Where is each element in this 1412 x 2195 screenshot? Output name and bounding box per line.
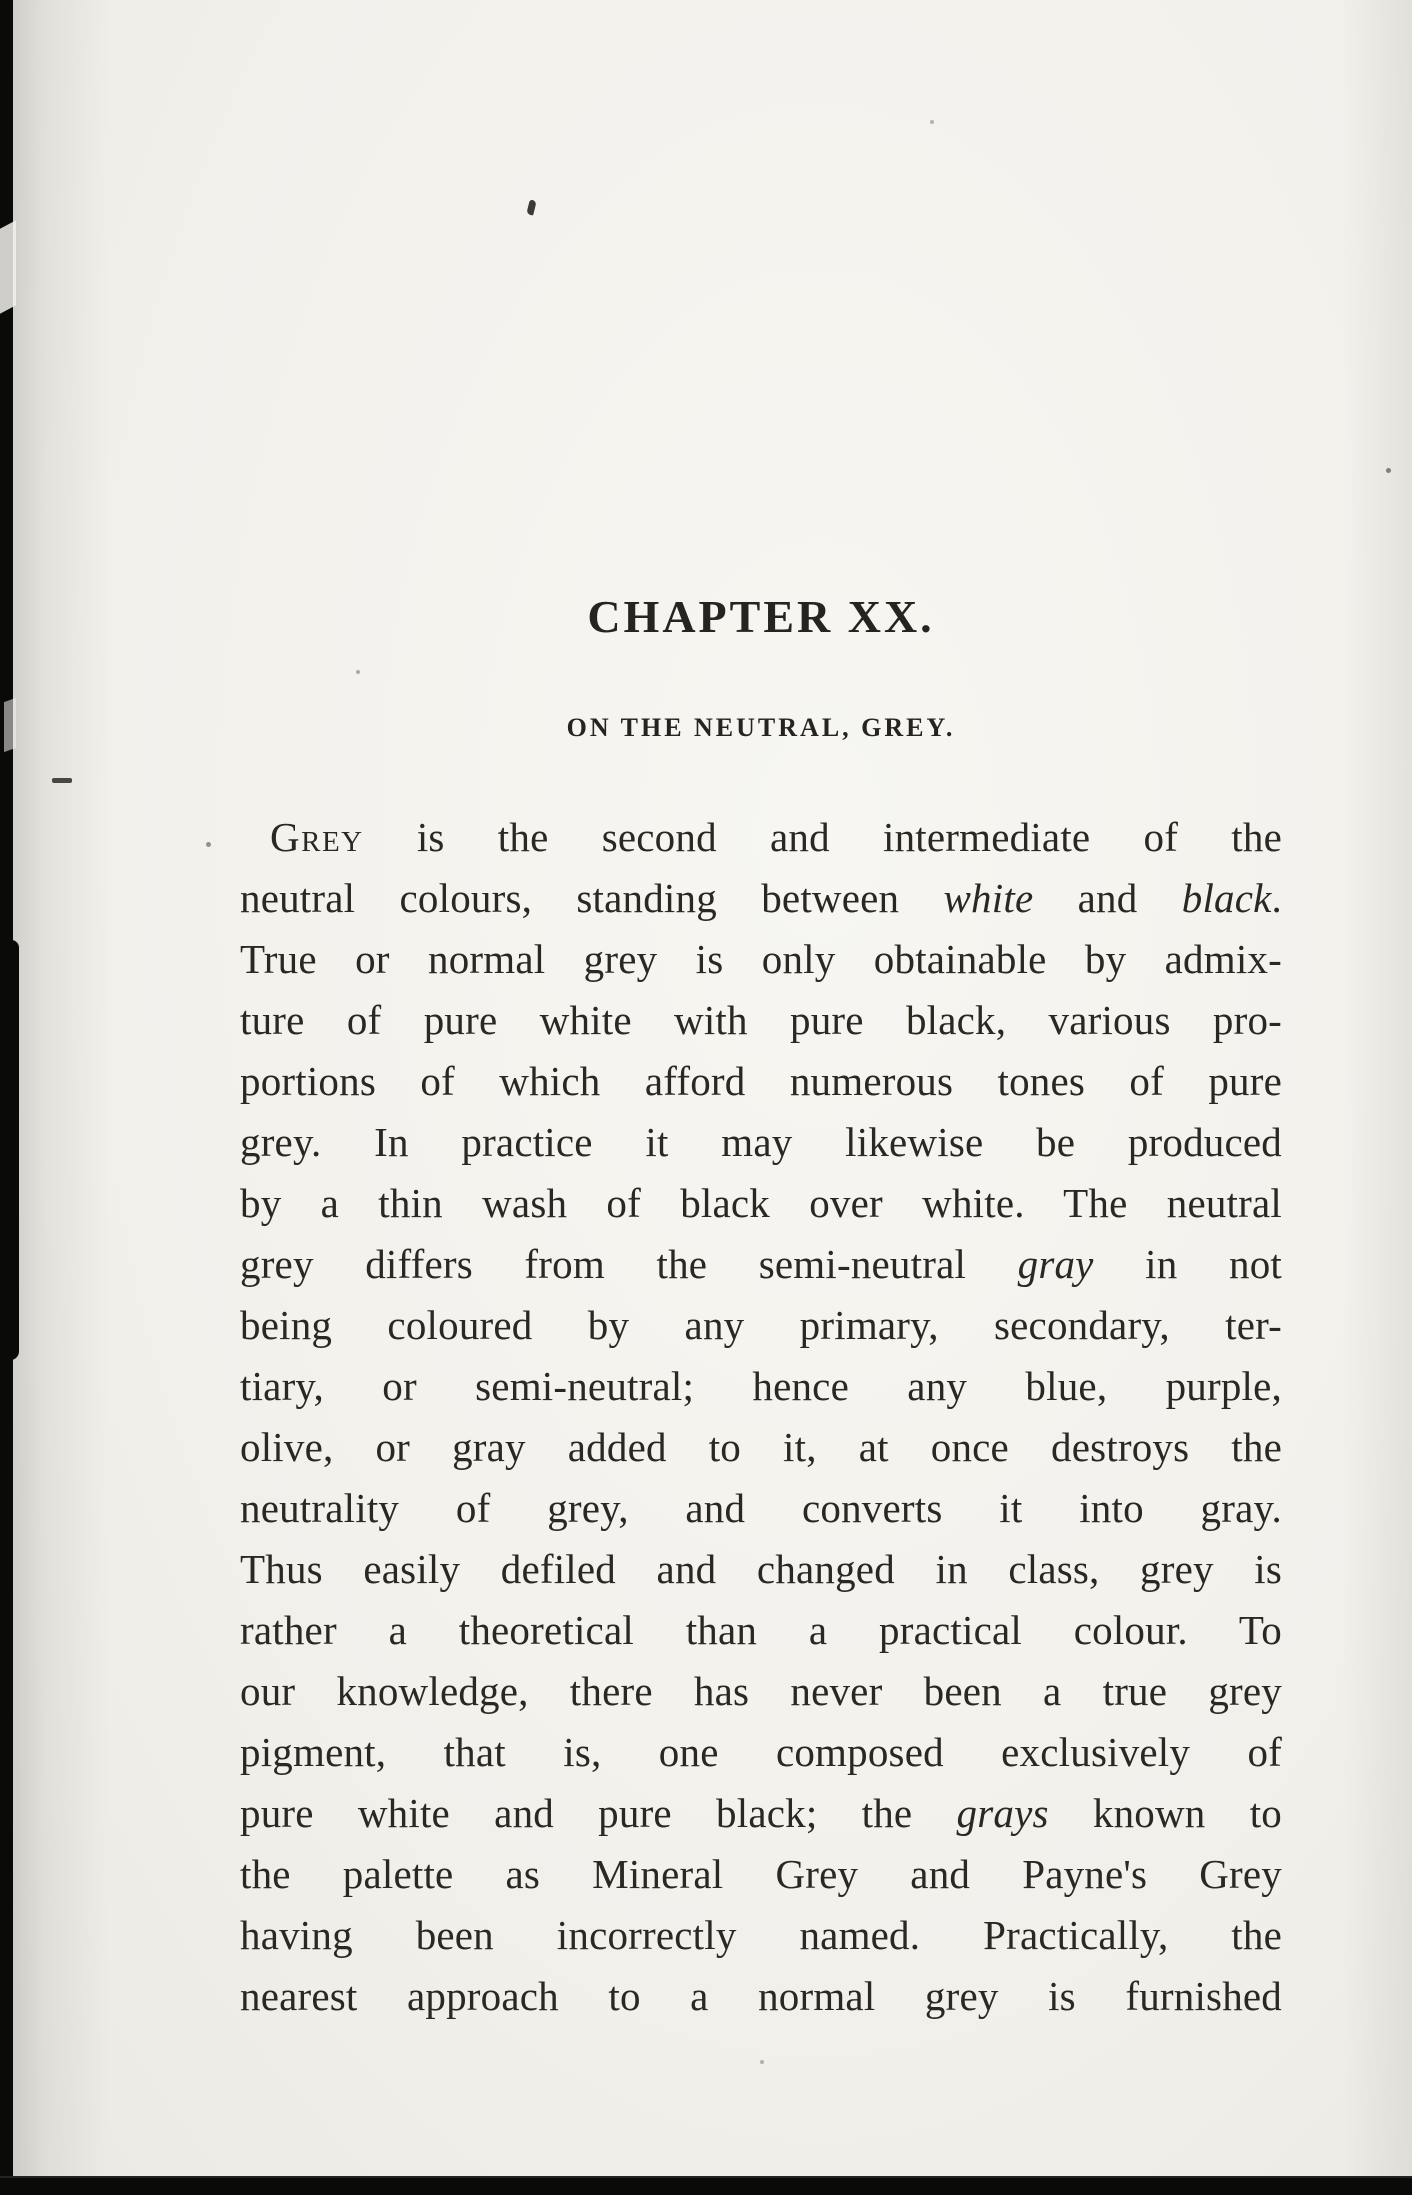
body-line-segment: rather a theoretical than a practical colour. To	[240, 1607, 1282, 1653]
body-line	[240, 1051, 1282, 1112]
body-line-segment: is the second and intermediate of the	[363, 814, 1282, 860]
body-line-segment: black	[1181, 875, 1272, 921]
body-line-segment: grey differs from the semi-neutral	[240, 1241, 1018, 1287]
body-text	[240, 807, 1282, 2027]
chapter-heading: CHAPTER XX.	[587, 591, 935, 642]
body-line	[240, 1722, 1282, 1783]
section-heading: ON THE NEUTRAL, GREY.	[566, 713, 956, 742]
body-line-segment: nearest approach to a normal grey is furnished	[240, 1973, 1282, 2019]
ink-speck	[760, 2060, 764, 2064]
body-line	[240, 1661, 1282, 1722]
body-line-segment: tiary, or semi-neutral; hence any blue, purple,	[240, 1363, 1282, 1409]
body-line	[240, 1539, 1282, 1600]
body-line	[240, 1234, 1282, 1295]
body-line-segment: grays	[956, 1790, 1049, 1836]
body-line-segment: pigment, that is, one composed exclusively of	[240, 1729, 1282, 1775]
scan-edge-notch	[4, 698, 16, 752]
body-line	[240, 868, 1282, 929]
body-line-segment: the palette as Mineral Grey and Payne's Grey	[240, 1851, 1282, 1897]
body-line-segment: white	[943, 875, 1034, 921]
body-line	[240, 990, 1282, 1051]
body-line	[240, 1783, 1282, 1844]
body-line-segment: being coloured by any primary, secondary, ter-	[240, 1302, 1282, 1348]
body-line-segment: in not	[1093, 1241, 1282, 1287]
margin-dash-artifact	[52, 778, 72, 783]
body-line-segment: by a thin wash of black over white. The neutral	[240, 1180, 1282, 1226]
body-line-segment: True or normal grey is only obtainable by admix-	[240, 936, 1282, 982]
body-line	[240, 1173, 1282, 1234]
body-line-segment: neutrality of grey, and converts it into gray.	[240, 1485, 1282, 1531]
body-line-segment: .	[1271, 875, 1282, 921]
body-line-segment: pure white and pure black; the	[240, 1790, 957, 1836]
body-line-segment: portions of which afford numerous tones of pure	[240, 1058, 1282, 1104]
ink-speck	[206, 842, 211, 847]
body-line	[240, 929, 1282, 990]
body-line-segment: grey. In practice it may likewise be produced	[240, 1119, 1282, 1165]
body-line-segment: gray	[1017, 1241, 1094, 1287]
body-line	[240, 1600, 1282, 1661]
body-line	[240, 1295, 1282, 1356]
body-line	[240, 1356, 1282, 1417]
body-line-segment: olive, or gray added to it, at once destroys the	[240, 1424, 1282, 1470]
body-line-segment: Grey	[270, 814, 364, 860]
scan-edge-left-bump	[0, 940, 19, 1361]
scan-edge-notch	[0, 220, 16, 315]
body-line-segment: having been incorrectly named. Practically, the	[240, 1912, 1282, 1958]
body-line	[240, 1112, 1282, 1173]
body-line-segment: our knowledge, there has never been a true grey	[240, 1668, 1282, 1714]
body-line-segment: Thus easily defiled and changed in class, grey is	[240, 1546, 1282, 1592]
body-line-segment: and	[1033, 875, 1182, 921]
page-content	[240, 0, 1282, 2027]
ink-speck	[1386, 468, 1391, 473]
body-line	[240, 1417, 1282, 1478]
scan-edge-bottom	[0, 2176, 1412, 2195]
body-line	[240, 1905, 1282, 1966]
body-line	[240, 1478, 1282, 1539]
body-line	[240, 1844, 1282, 1905]
body-line	[240, 1966, 1282, 2027]
body-line-segment: known to	[1048, 1790, 1282, 1836]
body-line	[240, 807, 1282, 868]
body-line-segment: ture of pure white with pure black, various pro-	[240, 997, 1282, 1043]
body-line-segment: neutral colours, standing between	[240, 875, 944, 921]
